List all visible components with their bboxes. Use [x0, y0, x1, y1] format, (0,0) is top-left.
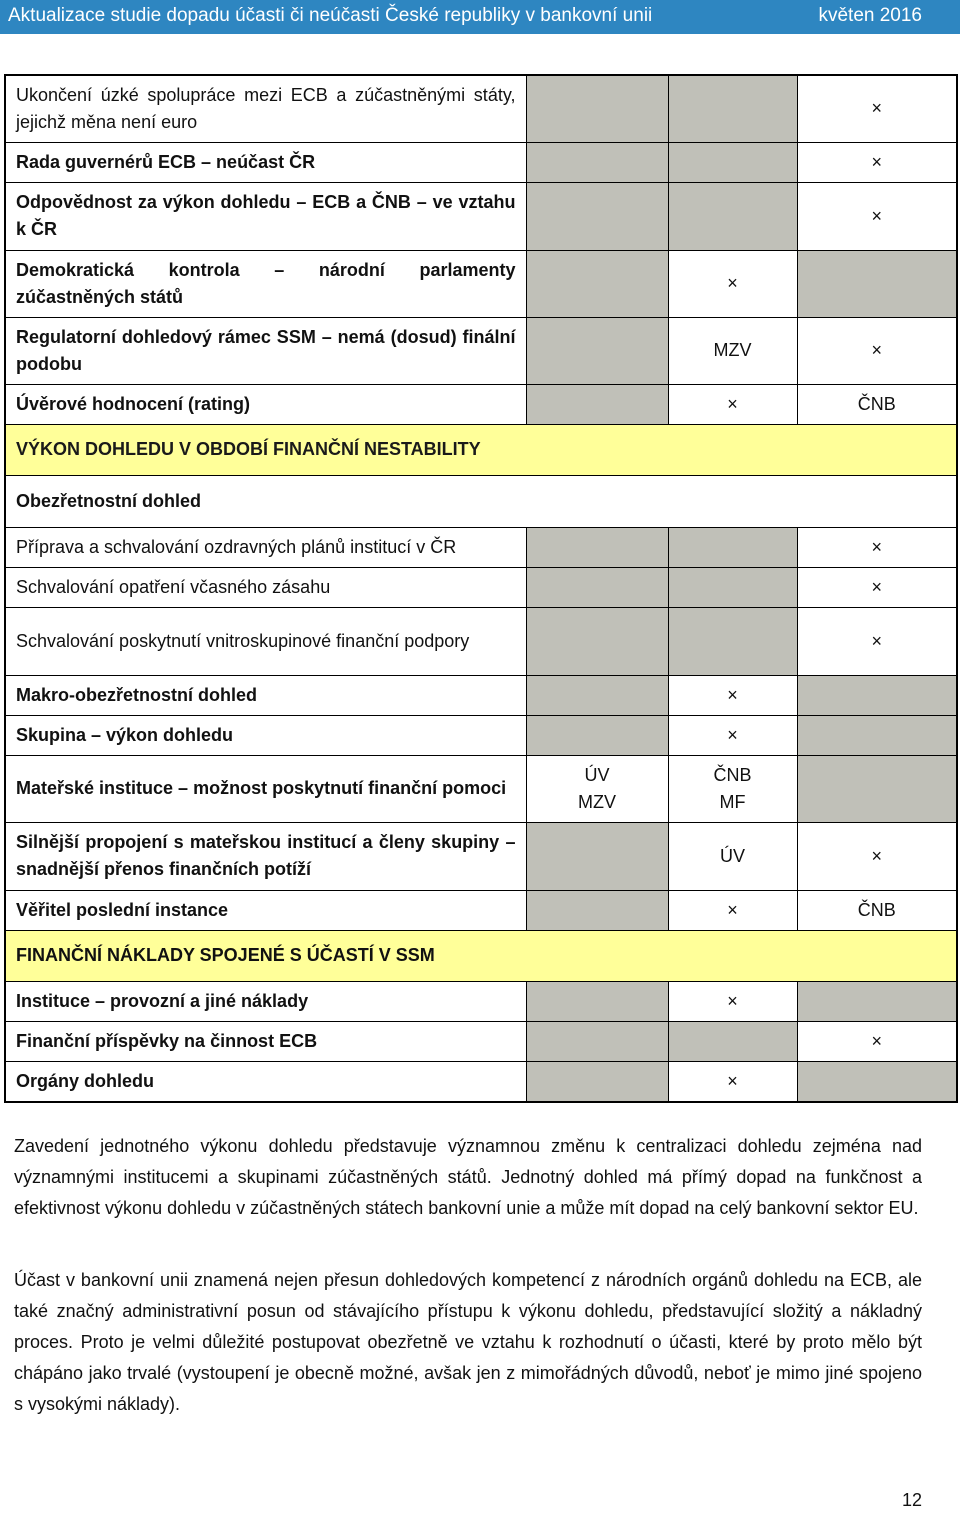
cross-mark: ×: [668, 675, 797, 715]
responsible-body: ČNB MF: [668, 755, 797, 822]
cross-mark: ×: [797, 317, 957, 384]
body-paragraph: Účast v bankovní unii znamená nejen přesun dohledových kompetencí z národních orgánů dohledu na ECB, ale také značný administrativní posun od stávajícího přístupu k výkonu dohledu, představující složitý a nákladný proces. Proto je velmi důležité postupovat obezřetně ve vztahu k rozhodnutí o účasti, které by proto mělo být chápáno jako trvalé (vystoupení je obecně možné, avšak jen z mimořádných důvodů, neboť je mimo jiné spojeno s vysokými náklady).: [14, 1270, 922, 1414]
table-row: [5, 384, 957, 424]
body-paragraph: Zavedení jednotného výkonu dohledu představuje významnou změnu k centralizaci dohledu zejména nad významnými institucemi a skupinami zúčastněných států. Jednotný dohled má přímý dopad na funkčnost a efektivnost výkonu dohledu v zúčastněných státech bankovní unie a může mít dopad na celý bankovní sektor EU.: [14, 1136, 922, 1218]
cross-mark: ×: [797, 567, 957, 607]
row-label: Rada guvernérů ECB – neúčast ČR: [5, 142, 526, 182]
row-label: Úvěrové hodnocení (rating): [5, 384, 526, 424]
row-label: Obezřetnostní dohled: [5, 475, 957, 527]
row-label: Schvalování opatření včasného zásahu: [5, 567, 526, 607]
cross-mark: ×: [797, 182, 957, 250]
section-heading: VÝKON DOHLEDU V OBDOBÍ FINANČNÍ NESTABILITY: [5, 424, 957, 475]
table-row: [5, 715, 957, 755]
cross-mark: ×: [668, 890, 797, 930]
responsible-body: ÚV MZV: [526, 755, 668, 822]
responsible-body: ÚV: [668, 822, 797, 890]
table-row: [5, 250, 957, 317]
row-label: Instituce – provozní a jiné náklady: [5, 981, 526, 1021]
row-label: Ukončení úzké spolupráce mezi ECB a zúčastněnými státy, jejichž měna není euro: [5, 75, 526, 142]
page-number: 12: [901, 1490, 922, 1510]
row-label: Demokratická kontrola – národní parlamenty zúčastněných států: [5, 250, 526, 317]
section-row: [5, 930, 957, 981]
table-row: [5, 475, 957, 527]
cross-mark: ×: [797, 607, 957, 675]
row-label: Skupina – výkon dohledu: [5, 715, 526, 755]
table-row: [5, 822, 957, 890]
table-row: [5, 607, 957, 675]
table-row: [5, 675, 957, 715]
row-label: Odpovědnost za výkon dohledu – ECB a ČNB – ve vztahu k ČR: [5, 182, 526, 250]
responsible-body: MZV: [668, 317, 797, 384]
row-label: Silnější propojení s mateřskou institucí a členy skupiny – snadnější přenos finančních potíží: [5, 822, 526, 890]
row-label: Finanční příspěvky na činnost ECB: [5, 1021, 526, 1061]
table-row: [5, 1021, 957, 1061]
table-row: [5, 317, 957, 384]
cross-mark: ×: [797, 142, 957, 182]
impact-table: [4, 74, 958, 1103]
table-row: [5, 182, 957, 250]
cross-mark: ×: [668, 384, 797, 424]
header-date: květen 2016: [818, 5, 922, 26]
section-row: [5, 424, 957, 475]
row-label: Mateřské instituce – možnost poskytnutí finanční pomoci: [5, 755, 526, 822]
cross-mark: ×: [668, 250, 797, 317]
cross-mark: ×: [668, 1061, 797, 1102]
row-label: Příprava a schvalování ozdravných plánů institucí v ČR: [5, 527, 526, 567]
cross-mark: ×: [668, 715, 797, 755]
running-header: [0, 0, 960, 34]
table-row: [5, 981, 957, 1021]
row-label: Věřitel poslední instance: [5, 890, 526, 930]
header-title: Aktualizace studie dopadu účasti či neúčasti České republiky v bankovní unii: [8, 5, 653, 26]
table-row: [5, 75, 957, 142]
row-label: Regulatorní dohledový rámec SSM – nemá (dosud) finální podobu: [5, 317, 526, 384]
table-row: [5, 567, 957, 607]
cross-mark: ×: [668, 981, 797, 1021]
cross-mark: ×: [797, 822, 957, 890]
cross-mark: ×: [797, 75, 957, 142]
table-row: [5, 890, 957, 930]
table-row: [5, 142, 957, 182]
responsible-body: ČNB: [797, 890, 957, 930]
table-row: [5, 1061, 957, 1102]
cross-mark: ×: [797, 527, 957, 567]
cross-mark: ×: [797, 1021, 957, 1061]
row-label: Schvalování poskytnutí vnitroskupinové finanční podpory: [5, 607, 526, 675]
row-label: Orgány dohledu: [5, 1061, 526, 1102]
row-label: Makro-obezřetnostní dohled: [5, 675, 526, 715]
responsible-body: ČNB: [797, 384, 957, 424]
section-heading: FINANČNÍ NÁKLADY SPOJENÉ S ÚČASTÍ V SSM: [5, 930, 957, 981]
table-row: [5, 527, 957, 567]
table-row: [5, 755, 957, 822]
